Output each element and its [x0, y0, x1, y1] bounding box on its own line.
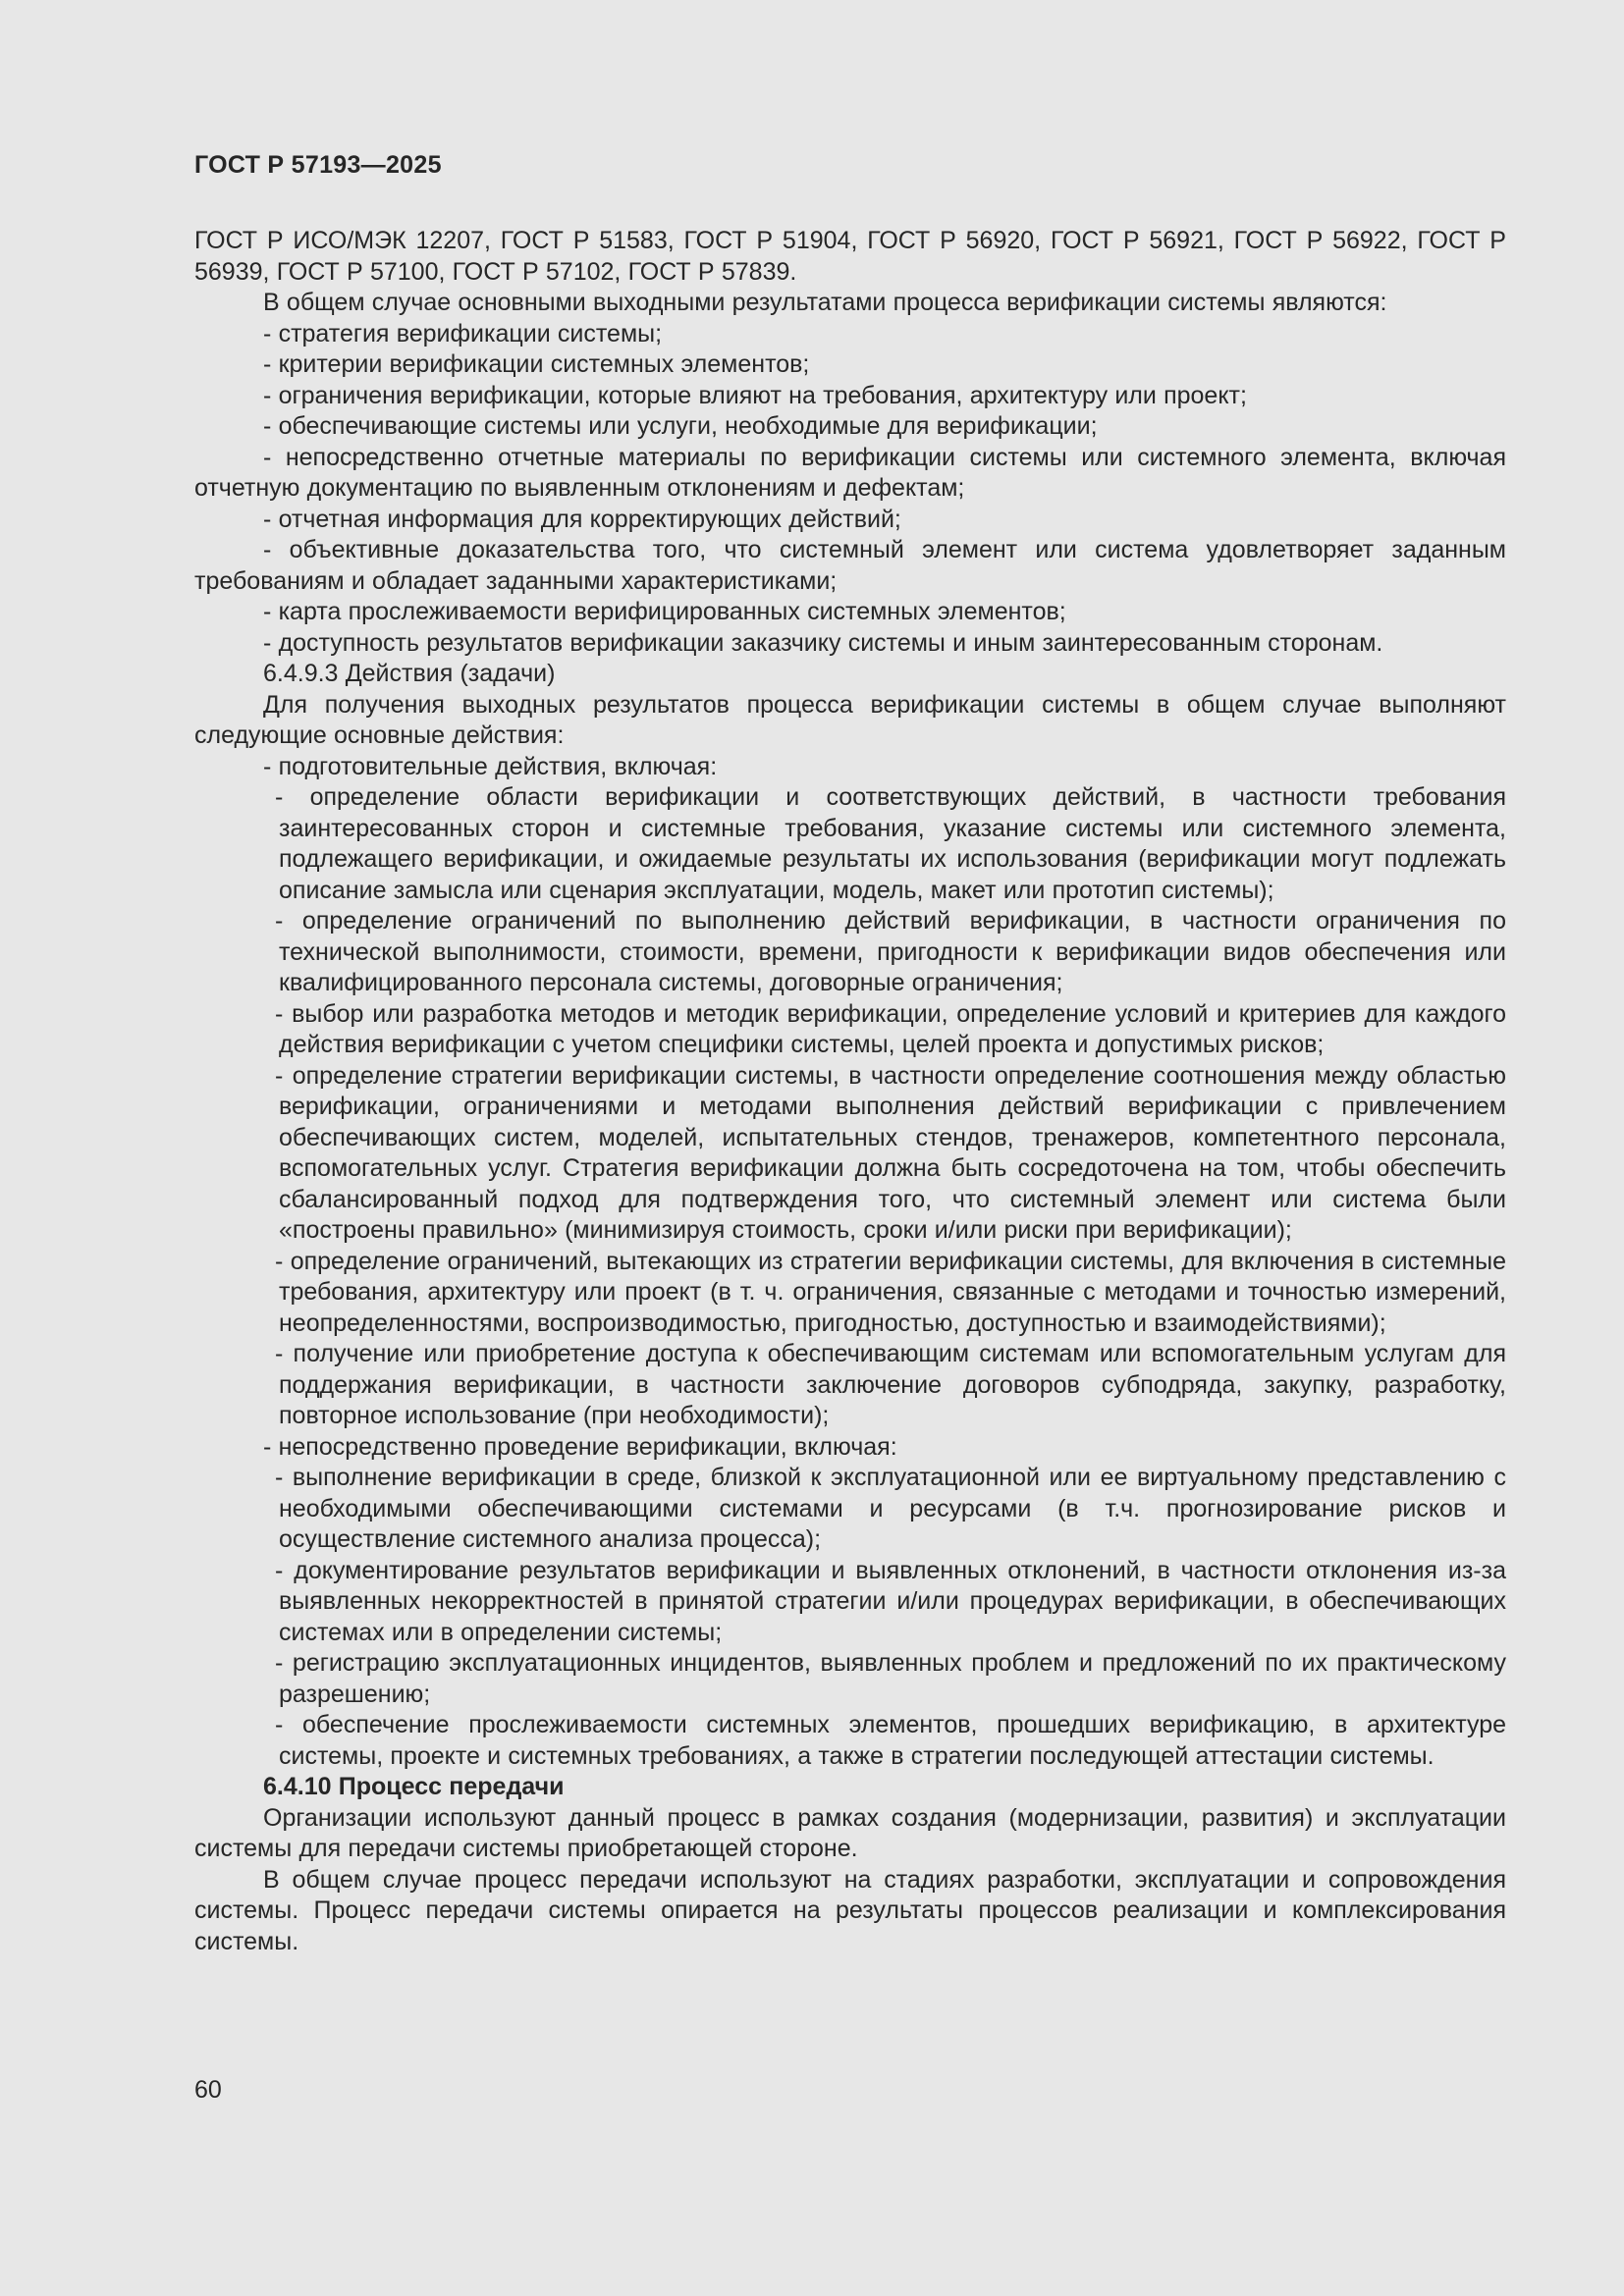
- paragraph: - регистрацию эксплуатационных инцидентов, выявленных проблем и предложений по их практическому разрешению;: [275, 1649, 1506, 1708]
- paragraph: - стратегия верификации системы;: [263, 319, 663, 347]
- document-header: ГОСТ Р 57193—2025: [194, 151, 442, 179]
- paragraph: - документирование результатов верификации и выявленных отклонений, в частности отклонения из-за выявленных некорректностей в принятой стратегии и/или процедурах верификации, в обеспечивающих системах или в определении системы;: [275, 1556, 1506, 1646]
- document-body: [194, 226, 1506, 1957]
- paragraph: - подготовительные действия, включая:: [263, 752, 718, 780]
- paragraph: В общем случае основными выходными результатами процесса верификации системы являются:: [263, 289, 1387, 316]
- paragraph: - определение стратегии верификации системы, в частности определение соотношения между областью верификации, ограничениями и методами выполнения действий верификации с привлечением обеспечивающих систем, моделей, испытательных стендов, тренажеров, компетентного персонала, вспомогательных услуг. Стратегия верификации должна быть сосредоточена на том, чтобы обеспечить сбалансированный подход для подтверждения того, что системный элемент или система были «построены правильно» (минимизируя стоимость, сроки и/или риски при верификации);: [275, 1061, 1506, 1244]
- paragraph: - получение или приобретение доступа к обеспечивающим системам или вспомогательным услугам для поддержания верификации, в частности заключение договоров субподряда, закупку, разработку, повторное использование (при необходимости);: [275, 1340, 1506, 1429]
- paragraph: - доступность результатов верификации заказчику системы и иным заинтересованным сторонам.: [263, 628, 1383, 657]
- paragraph: - выполнение верификации в среде, близкой к эксплуатационной или ее виртуальному представлению с необходимыми обеспечивающими системами и ресурсами (в т.ч. прогнозирование рисков и осуществление системного анализа процесса);: [275, 1464, 1506, 1553]
- paragraph: В общем случае процесс передачи используют на стадиях разработки, эксплуатации и сопровождения системы. Процесс передачи системы опирается на результаты процессов реализации и комплексирования системы.: [194, 1865, 1506, 1955]
- paragraph: - обеспечивающие системы или услуги, необходимые для верификации;: [263, 412, 1098, 440]
- paragraph: - непосредственно проведение верификации, включая:: [263, 1432, 897, 1461]
- paragraph: - определение ограничений по выполнению действий верификации, в частности ограничения по технической выполнимости, стоимости, времени, пригодности к верификации видов обеспечения или квалифицированного персонала системы, договорные ограничения;: [275, 907, 1506, 996]
- paragraph: Для получения выходных результатов процесса верификации системы в общем случае выполняют следующие основные действия:: [194, 690, 1506, 749]
- paragraph: - определение области верификации и соответствующих действий, в частности требования заинтересованных сторон и системные требования, указание системы или системного элемента, подлежащего верификации, и ожидаемые результаты их использования (верификации могут подлежать описание замысла или сценария эксплуатации, модель, макет или прототип системы);: [275, 783, 1506, 904]
- page-number: 60: [194, 2076, 222, 2104]
- paragraph: - обеспечение прослеживаемости системных элементов, прошедших верификацию, в архитектуре системы, проекте и системных требованиях, а также в стратегии последующей аттестации системы.: [275, 1711, 1506, 1770]
- paragraph: - объективные доказательства того, что системный элемент или система удовлетворяет заданным требованиям и обладает заданными характеристиками;: [194, 536, 1506, 595]
- paragraph: Организации используют данный процесс в рамках создания (модернизации, развития) и эксплуатации системы для передачи системы приобретающей стороне.: [194, 1803, 1506, 1862]
- paragraph: - определение ограничений, вытекающих из стратегии верификации системы, для включения в системные требования, архитектуру или проект (в т. ч. ограничения, связанные с методами и точностью измерений, неопределенностями, воспроизводимостью, пригодностью, доступностью и взаимодействиями);: [275, 1247, 1506, 1337]
- paragraph: - ограничения верификации, которые влияют на требования, архитектуру или проект;: [263, 381, 1247, 409]
- paragraph: - карта прослеживаемости верифицированных системных элементов;: [263, 598, 1066, 625]
- paragraph: - отчетная информация для корректирующих действий;: [263, 505, 901, 533]
- paragraph: ГОСТ Р ИСО/МЭК 12207, ГОСТ Р 51583, ГОСТ Р 51904, ГОСТ Р 56920, ГОСТ Р 56921, ГОСТ Р 56922, ГОСТ Р 56939, ГОСТ Р 57100, ГОСТ Р 57102, ГОСТ Р 57839.: [194, 227, 1506, 286]
- section-heading: 6.4.10 Процесс передачи: [263, 1773, 565, 1800]
- paragraph: - выбор или разработка методов и методик верификации, определение условий и критериев для каждого действия верификации с учетом специфики системы, целей проекта и допустимых рисков;: [275, 999, 1506, 1058]
- paragraph: 6.4.9.3 Действия (задачи): [263, 660, 556, 687]
- paragraph: - критерии верификации системных элементов;: [263, 350, 810, 378]
- paragraph: - непосредственно отчетные материалы по верификации системы или системного элемента, включая отчетную документацию по выявленным отклонениям и дефектам;: [194, 443, 1506, 502]
